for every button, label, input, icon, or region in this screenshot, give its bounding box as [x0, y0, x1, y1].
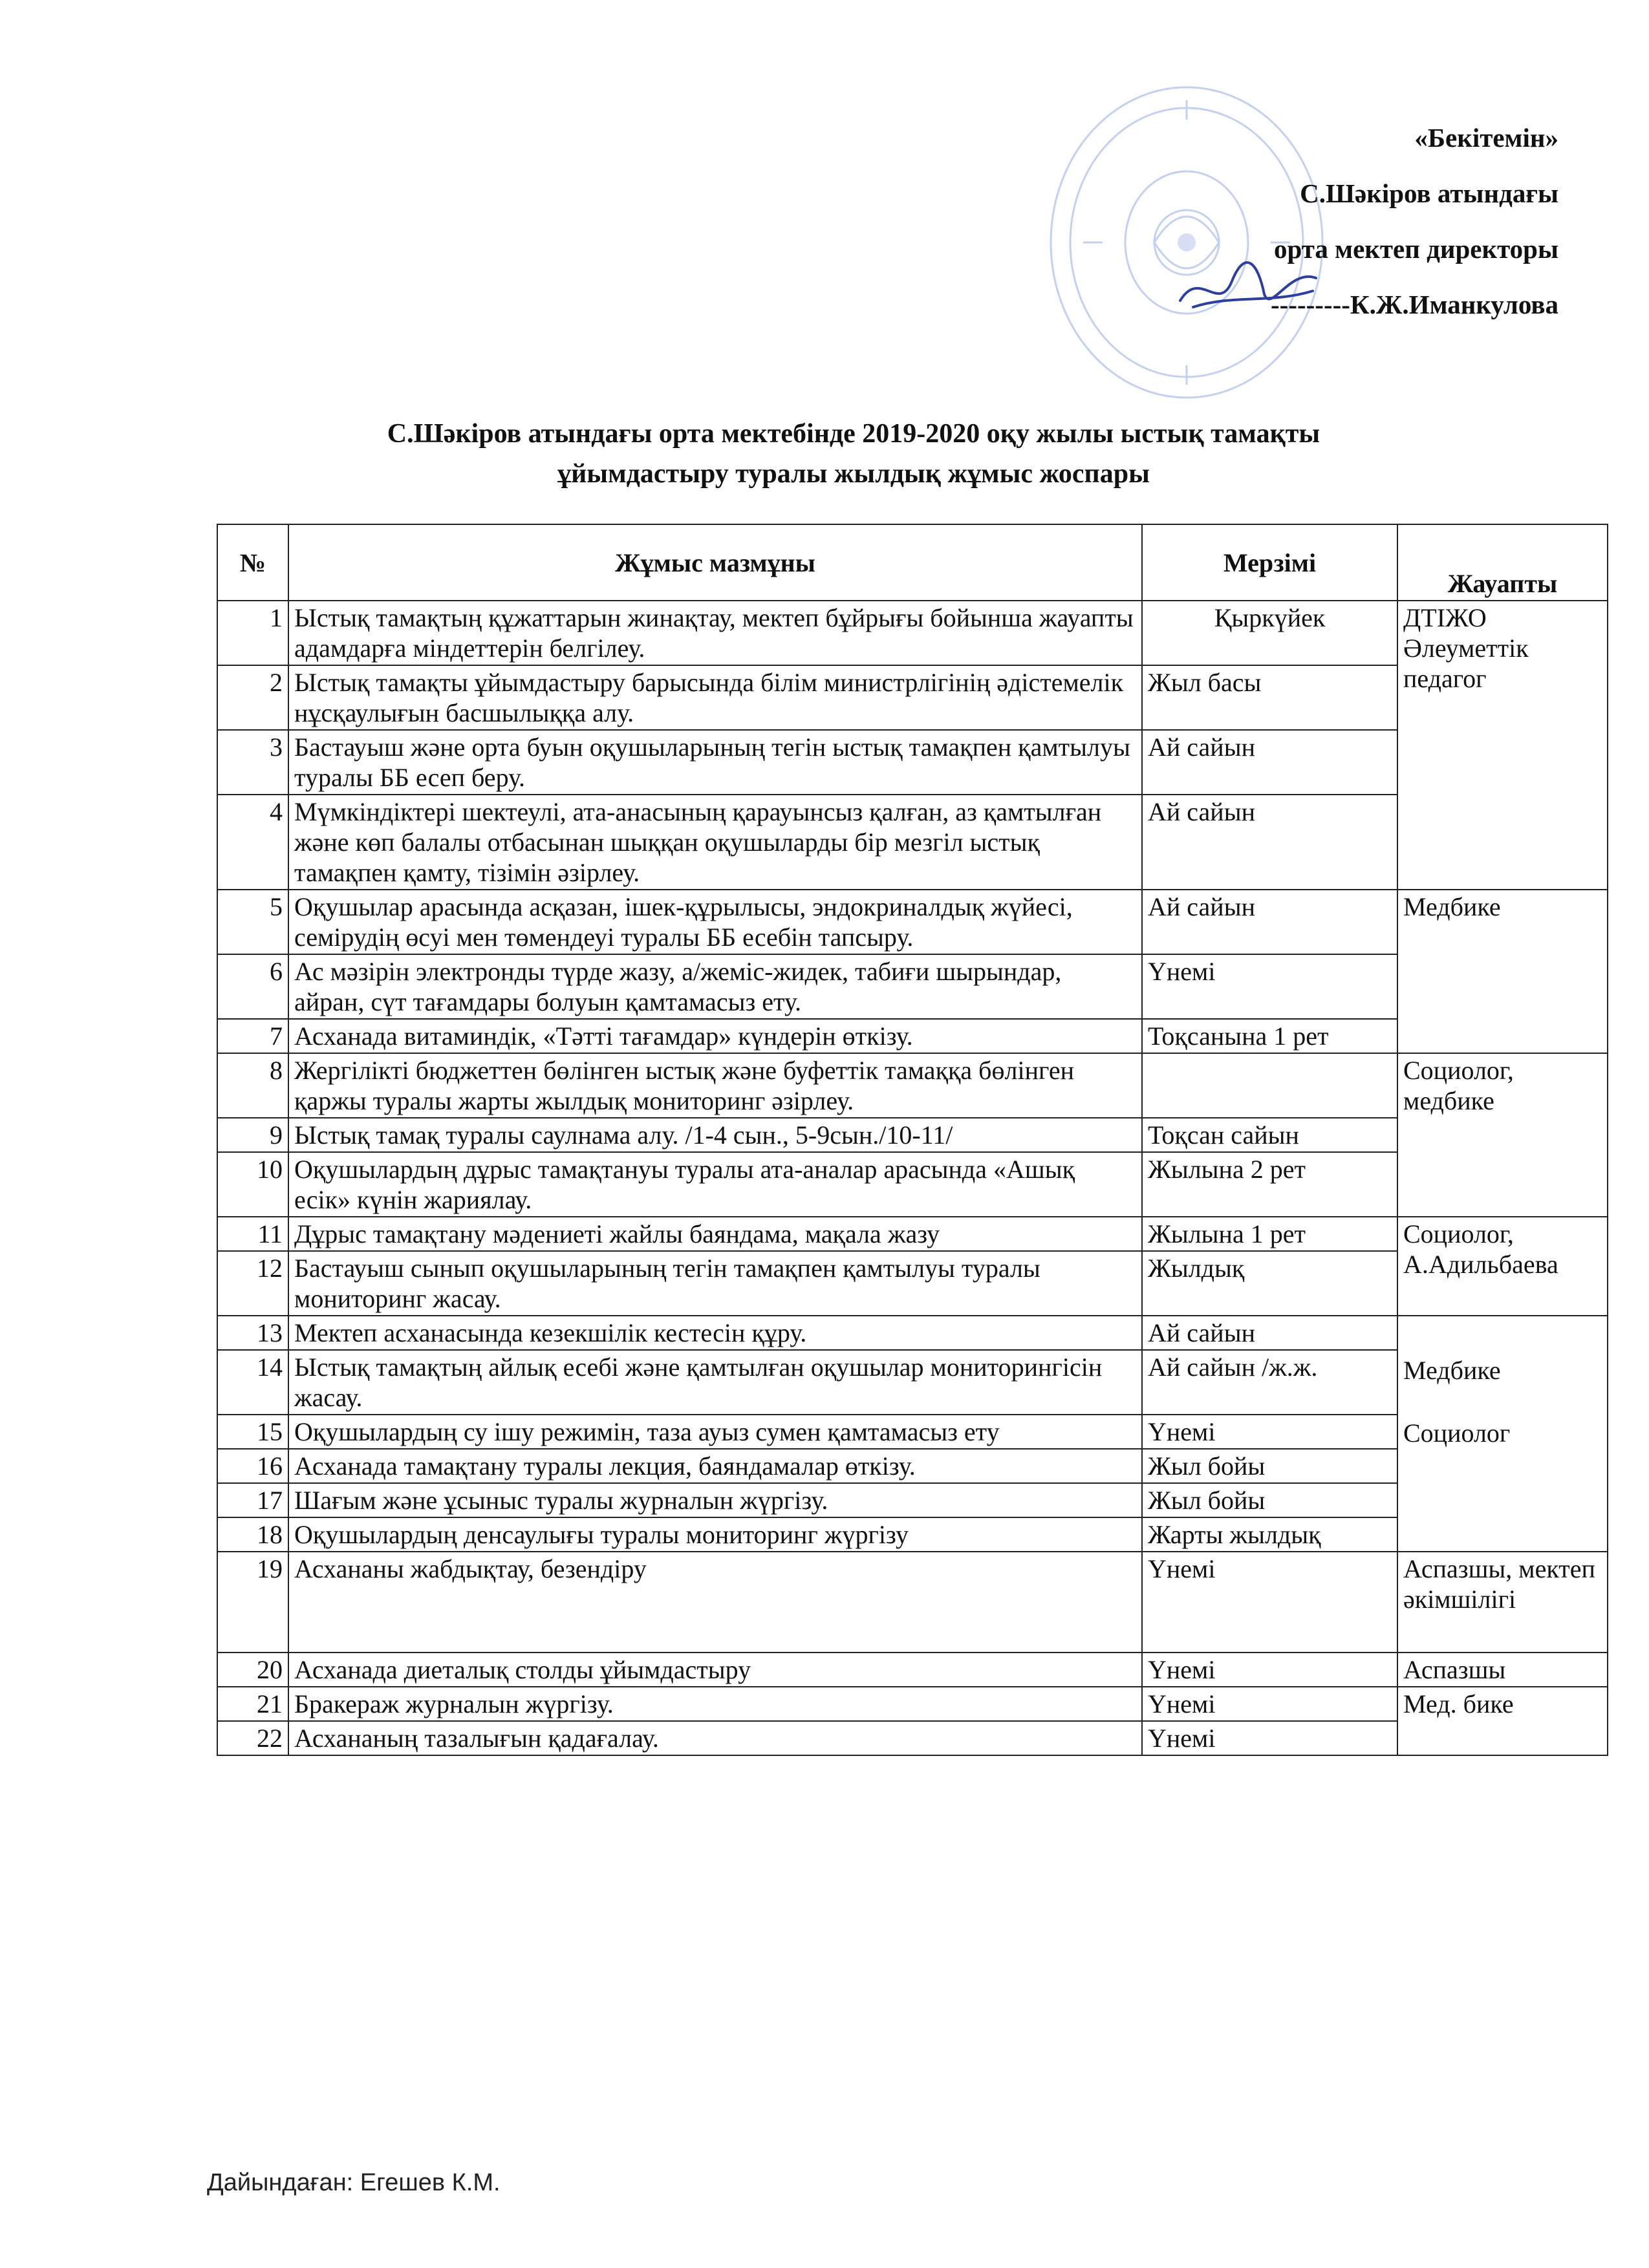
row-number: 21 [217, 1687, 288, 1721]
row-number: 20 [217, 1653, 288, 1687]
header-number: № [217, 524, 288, 601]
table-row [217, 1687, 1608, 1721]
row-term: Үнемі [1142, 1653, 1397, 1687]
approval-school: С.Шәкіров атындағы [1300, 178, 1558, 208]
row-number: 18 [217, 1517, 288, 1552]
approval-director-name: ---------К.Ж.Иманкулова [1271, 290, 1558, 319]
row-content: Мүмкіндіктері шектеулі, ата-анасының қарауынсыз қалған, аз қамтылған және көп балалы отбасынан шыққан оқушыларды бір мезгіл ыстық тамақпен қамту, тізімін әзірлеу. [288, 795, 1142, 890]
row-content: Ас мәзірін электронды түрде жазу, а/жеміс-жидек, табиғи шырындар, айран, сүт тағамдары болуын қамтамасыз ету. [288, 954, 1142, 1019]
table-row [217, 1653, 1608, 1687]
row-term: Үнемі [1142, 954, 1397, 1019]
header-content: Жұмыс мазмұны [288, 524, 1142, 601]
row-responsible [1397, 1316, 1608, 1552]
row-number: 9 [217, 1118, 288, 1152]
document-title [220, 414, 1487, 494]
table-row [217, 1217, 1608, 1251]
row-number: 17 [217, 1483, 288, 1517]
row-content: Асханада витаминдік, «Тәтті тағамдар» күндерін өткізу. [288, 1019, 1142, 1053]
table-row [217, 1316, 1608, 1350]
row-term: Қыркүйек [1142, 601, 1397, 665]
row-number: 13 [217, 1316, 288, 1350]
row-term: Жылдық [1142, 1251, 1397, 1316]
row-content: Оқушылардың дұрыс тамақтануы туралы ата-аналар арасында «Ашық есік» күнін жариялау. [288, 1152, 1142, 1217]
row-content: Бракераж журналын жүргізу. [288, 1687, 1142, 1721]
prepared-by: Дайындаған: Егешев К.М. [207, 2169, 501, 2196]
row-responsible: ДТІЖО Әлеуметтік педагог [1397, 601, 1608, 890]
row-number: 4 [217, 795, 288, 890]
table-row [217, 1552, 1608, 1653]
row-content: Асхананы жабдықтау, безендіру [288, 1552, 1142, 1653]
responsible-sociologist: Социолог [1403, 1418, 1511, 1448]
row-content: Оқушылардың су ішу режимін, таза ауыз сумен қамтамасыз ету [288, 1415, 1142, 1449]
row-number: 5 [217, 890, 288, 954]
table-row [217, 890, 1608, 954]
row-responsible: Аспазшы, мектеп әкімшілігі [1397, 1552, 1608, 1653]
row-term: Жылына 1 рет [1142, 1217, 1397, 1251]
row-term: Үнемі [1142, 1721, 1397, 1755]
row-number: 1 [217, 601, 288, 665]
row-responsible: Аспазшы [1397, 1653, 1608, 1687]
row-term: Тоқсанына 1 рет [1142, 1019, 1397, 1053]
row-term: Жыл бойы [1142, 1483, 1397, 1517]
row-term: Үнемі [1142, 1552, 1397, 1653]
row-number: 2 [217, 665, 288, 730]
row-term: Жыл басы [1142, 665, 1397, 730]
row-number: 14 [217, 1350, 288, 1415]
row-responsible: Социолог, медбике [1397, 1053, 1608, 1217]
row-term: Ай сайын /ж.ж. [1142, 1350, 1397, 1415]
row-number: 7 [217, 1019, 288, 1053]
row-number: 15 [217, 1415, 288, 1449]
approval-block [1138, 110, 1558, 332]
row-content: Ыстық тамақтың құжаттарын жинақтау, мектеп бұйрығы бойынша жауапты адамдарға міндеттерін белгілеу. [288, 601, 1142, 665]
row-number: 3 [217, 730, 288, 795]
row-content: Ыстық тамақтың айлық есебі және қамтылған оқушылар мониторингісін жасау. [288, 1350, 1142, 1415]
row-content: Ыстық тамақ туралы саулнама алу. /1-4 сын., 5-9сын./10-11/ [288, 1118, 1142, 1152]
table-header-row [217, 524, 1608, 601]
row-responsible: Медбике [1397, 890, 1608, 1053]
row-content: Оқушылар арасында асқазан, ішек-құрылысы, эндокриналдық жүйесі, семірудің өсуі мен төмендеуі туралы ББ есебін тапсыру. [288, 890, 1142, 954]
row-term: Жарты жылдық [1142, 1517, 1397, 1552]
row-term: Үнемі [1142, 1415, 1397, 1449]
row-term: Тоқсан сайын [1142, 1118, 1397, 1152]
title-line-1: С.Шәкіров атындағы орта мектебінде 2019-2020 оқу жылы ыстық тамақты [387, 419, 1320, 449]
header-term: Мерзімі [1142, 524, 1397, 601]
row-responsible: Мед. бике [1397, 1687, 1608, 1755]
row-number: 12 [217, 1251, 288, 1316]
work-plan-table [217, 524, 1608, 1756]
row-term: Ай сайын [1142, 1316, 1397, 1350]
row-number: 6 [217, 954, 288, 1019]
row-content: Мектеп асханасында кезекшілік кестесін құру. [288, 1316, 1142, 1350]
row-content: Асхананың тазалығын қадағалау. [288, 1721, 1142, 1755]
title-line-2: ұйымдастыру туралы жылдық жұмыс жоспары [557, 459, 1150, 489]
row-number: 16 [217, 1449, 288, 1483]
row-number: 19 [217, 1552, 288, 1653]
row-number: 11 [217, 1217, 288, 1251]
row-content: Бастауыш және орта буын оқушыларының тегін ыстық тамақпен қамтылуы туралы ББ есеп беру. [288, 730, 1142, 795]
row-content: Оқушылардың денсаулығы туралы мониторинг жүргізу [288, 1517, 1142, 1552]
row-term: Ай сайын [1142, 795, 1397, 890]
approval-position: орта мектеп директоры [1273, 234, 1558, 264]
header-responsible: Жауапты [1397, 524, 1608, 601]
row-term [1142, 1053, 1397, 1118]
row-content: Дұрыс тамақтану мәдениеті жайлы баяндама, мақала жазу [288, 1217, 1142, 1251]
row-term: Ай сайын [1142, 730, 1397, 795]
row-content: Асханада тамақтану туралы лекция, баяндамалар өткізу. [288, 1449, 1142, 1483]
row-term: Үнемі [1142, 1687, 1397, 1721]
row-term: Ай сайын [1142, 890, 1397, 954]
row-number: 8 [217, 1053, 288, 1118]
row-number: 22 [217, 1721, 288, 1755]
row-content: Бастауыш сынып оқушыларының тегін тамақпен қамтылуы туралы мониторинг жасау. [288, 1251, 1142, 1316]
row-number: 10 [217, 1152, 288, 1217]
row-content: Ыстық тамақты ұйымдастыру барысында білім министрлігінің әдістемелік нұсқаулығын басшылыққа алу. [288, 665, 1142, 730]
responsible-nurse: Медбике [1403, 1356, 1501, 1385]
table-row [217, 1053, 1608, 1118]
row-term: Жылына 2 рет [1142, 1152, 1397, 1217]
row-content: Асханада диеталық столды ұйымдастыру [288, 1653, 1142, 1687]
row-responsible: Социолог, А.Адильбаева [1397, 1217, 1608, 1316]
row-content: Шағым және ұсыныс туралы журналын жүргізу. [288, 1483, 1142, 1517]
row-content: Жергілікті бюджеттен бөлінген ыстық және буфеттік тамаққа бөлінген қаржы туралы жарты жылдық мониторинг әзірлеу. [288, 1053, 1142, 1118]
approval-approved: «Бекітемін» [1414, 123, 1558, 153]
row-term: Жыл бойы [1142, 1449, 1397, 1483]
table-row [217, 601, 1608, 665]
